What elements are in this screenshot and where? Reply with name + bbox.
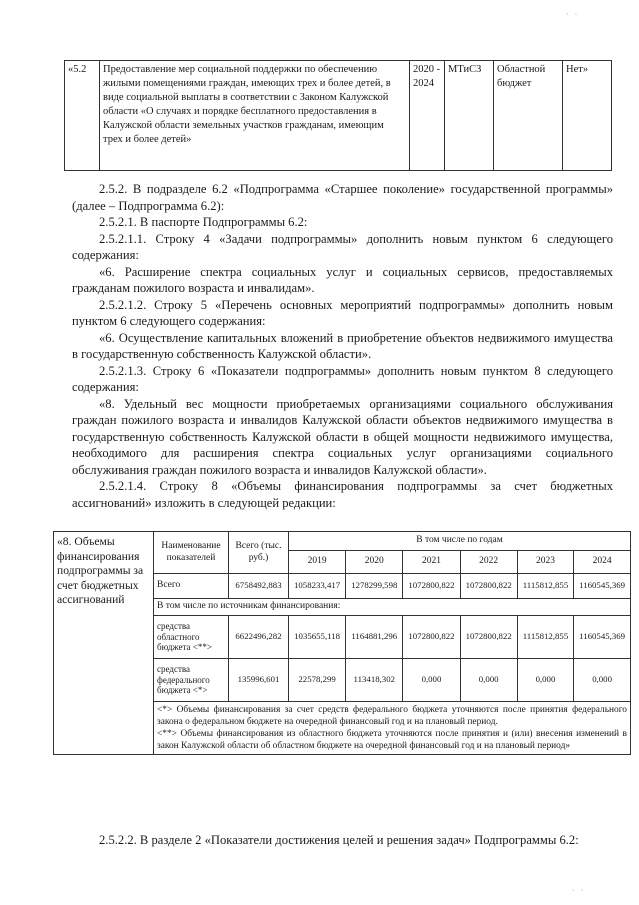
table-cell: 1115812,855	[517, 616, 573, 659]
table-cell: 113418,302	[346, 659, 403, 702]
footnotes	[154, 702, 631, 755]
measure-number: «5.2	[65, 61, 100, 171]
table-cell: 0,000	[517, 659, 573, 702]
closing-text	[72, 832, 613, 850]
paragraph: 2.5.2.1.3. Строку 6 «Показатели подпрограммы» дополнить новым пунктом 8 следующего содержания:	[72, 363, 613, 394]
sources-heading: В том числе по источникам финансирования:	[154, 599, 631, 616]
table-row	[54, 702, 631, 755]
column-header-name: Наименование показателей	[154, 532, 229, 574]
column-header-years-group: В том числе по годам	[289, 532, 631, 551]
table-cell: 1072800,822	[460, 616, 517, 659]
paragraph: 2.5.2.1.1. Строку 4 «Задачи подпрограммы» дополнить новым пунктом 6 следующего содержания:	[72, 231, 613, 262]
table-cell: 1072800,822	[403, 574, 460, 599]
table-cell: 1278299,598	[346, 574, 403, 599]
paragraph: 2.5.2.1.2. Строку 5 «Перечень основных мероприятий подпрограммы» дополнить новым пунктом 6 следующего содержания:	[72, 297, 613, 328]
year-header: 2019	[289, 551, 346, 574]
regional-row-label: средства областного бюджета <**>	[154, 616, 229, 659]
federal-row-total: 135996,601	[229, 659, 289, 702]
year-header: 2024	[574, 551, 631, 574]
table-cell: 0,000	[574, 659, 631, 702]
year-header: 2023	[517, 551, 573, 574]
paragraph: «8. Удельный вес мощности приобретаемых организациями социального обслуживания граждан пожилого возраста и инвалидов Калужской области объектов недвижимого имущества в государственную собственность Калужской области в общей мощности недвижимого имущества, необходимого для расширения спектра социальных услуг организациями социального обслуживания граждан пожилого возраста и инвалидов Калужской области».	[72, 396, 613, 477]
table-cell: 0,000	[460, 659, 517, 702]
table-cell: 1058233,417	[289, 574, 346, 599]
paragraph: 2.5.2. В подразделе 6.2 «Подпрограмма «Старшее поколение» государственной программы» (далее – Подпрограмма 6.2):	[72, 182, 613, 213]
table-cell: 0,000	[403, 659, 460, 702]
total-row-total: 6758492,883	[229, 574, 289, 599]
paragraph: 2.5.2.1. В паспорте Подпрограммы 6.2:	[99, 215, 308, 229]
column-header-total: Всего (тыс. руб.)	[229, 532, 289, 574]
paragraph: «6. Расширение спектра социальных услуг и социальных сервисов, предоставляемых гражданам пожилого возраста и инвалидам».	[72, 264, 613, 295]
footnote-federal: <*> Объемы финансирования за счет средств федерального бюджета уточняются после принятия федерального закона о федеральном бюджете на очередной финансовый год и на плановый период.	[157, 705, 627, 727]
table-row	[65, 61, 612, 171]
measures-table	[64, 60, 612, 171]
measure-text: Предоставление мер социальной поддержки по обеспечению жилыми помещениями граждан, имеющих трех и более детей, в виде социальной выплаты в соответствии с Законом Калужской области «О случаях и порядке бесплатного предоставления в Калужской области земельных участков гражданам, имеющим трех и более детей»	[100, 61, 410, 171]
body-text	[72, 181, 613, 511]
table-cell: 1160545,369	[574, 616, 631, 659]
table-row	[54, 532, 631, 551]
year-header: 2020	[346, 551, 403, 574]
federal-row-label: средства федерального бюджета <*>	[154, 659, 229, 702]
finance-row-label: «8. Объемы финансирования подпрограммы за счет бюджетных ассигнований	[54, 532, 154, 702]
total-row-label: Всего	[154, 574, 229, 599]
measure-executor: МТиСЗ	[445, 61, 494, 171]
table-cell: 1160545,369	[574, 574, 631, 599]
table-cell: 1035655,118	[289, 616, 346, 659]
paragraph: 2.5.2.2. В разделе 2 «Показатели достижения целей и решения задач» Подпрограммы 6.2:	[99, 833, 579, 847]
paragraph: «6. Осуществление капитальных вложений в приобретение объектов недвижимого имущества в государственную собственность Калужской области».	[72, 330, 613, 361]
finance-table	[53, 531, 631, 755]
table-cell: 1115812,855	[517, 574, 573, 599]
paragraph: 2.5.2.1.4. Строку 8 «Объемы финансирования подпрограммы за счет бюджетных ассигнований» изложить в следующей редакции:	[72, 479, 613, 510]
scan-mark: · ·	[572, 886, 586, 895]
measure-years: 2020 - 2024	[410, 61, 445, 171]
measure-flag: Нет»	[563, 61, 612, 171]
table-cell: 1164881,296	[346, 616, 403, 659]
table-cell: 22578,299	[289, 659, 346, 702]
year-header: 2021	[403, 551, 460, 574]
footnote-regional: <**> Объемы финансирования из областного бюджета уточняются после принятия и (или) внесения изменений в закон Калужской области об областном бюджете на очередной финансовый год и на плановый период»	[157, 729, 627, 751]
scan-mark: · ·	[566, 10, 580, 19]
regional-row-total: 6622496,282	[229, 616, 289, 659]
table-cell: 1072800,822	[403, 616, 460, 659]
table-cell: 1072800,822	[460, 574, 517, 599]
year-header: 2022	[460, 551, 517, 574]
measure-source: Областной бюджет	[494, 61, 563, 171]
